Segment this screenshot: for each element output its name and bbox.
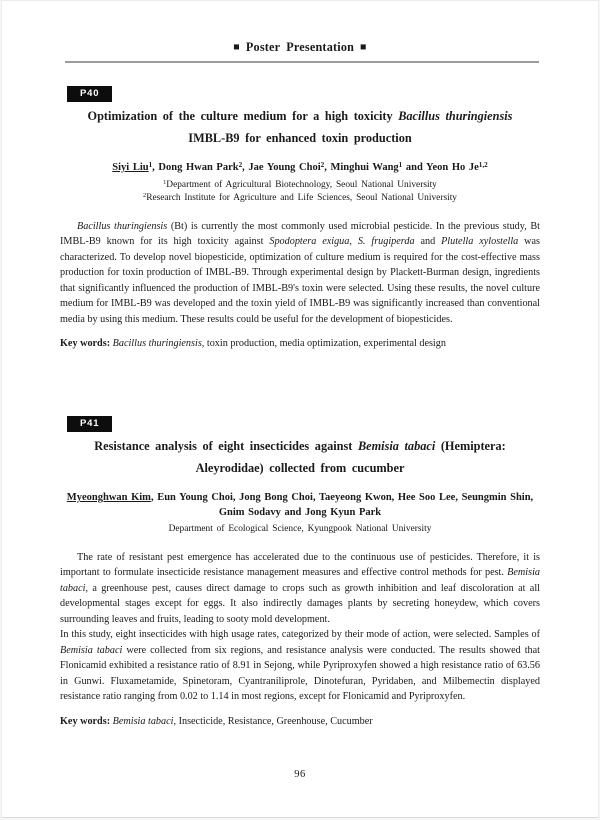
- header-title: Poster Presentation: [245, 40, 355, 54]
- body-paragraph: In this study, eight insecticides with high usage rates, categorized by their mode of action, were selected. Samples of Bemisia tabaci were collected from six regions, and resistance analysis were conducted. The results showed that Flonicamid exhibited a resistance ratio of 8.91 in Sejong, while Pyriproxyfen showed a high resistance ratio of 63.56 in Gunwi. Fluxametamide, Spinetoram, Cyantraniliprole, Dinotefuran, Pyridaben, and Milbemectin displayed resistance ratio ranging from 0.02 to 1.14 in most regions, except for Flonicamid and Pyriproxyfen.: [60, 629, 540, 702]
- abstract-section-p40: [60, 83, 540, 351]
- abstract-title: Optimization of the culture medium for a high toxicity Bacillus thuringiensis IMBL-B9 for enhanced toxin production: [87, 109, 513, 145]
- abstract-body: [60, 550, 540, 705]
- keywords-line: Key words: Bemisia tabaci, Insecticide, Resistance, Greenhouse, Cucumber: [60, 715, 373, 727]
- affiliations: [60, 179, 540, 206]
- abstract-number-badge: P41: [67, 416, 112, 432]
- running-header: [60, 40, 540, 55]
- body-paragraph: Bacillus thuringiensis (Bt) is currently the most commonly used microbial pesticide. In the previous study, Bt IMBL-B9 known for its high toxicity against Spodoptera exigua, S. frugiperda and Plutella xylostella was characterized. To develop novel biopesticide, optimization of culture medium is required for the cost-effective mass production for toxin production of IMBL-B9. Through experimental design by Plackett-Burman design, ingredients that significantly influenced the production of IMBL-B9's toxin were selected. Using these results, the novel culture medium for IMBL-B9 was developed and the toxin yield of IMBL-B9 was significantly increased than conventional media by using this medium. These results could be useful for the development of biopesticides.: [60, 220, 541, 325]
- affiliations: [60, 523, 540, 537]
- page-number: 96: [294, 769, 306, 780]
- body-paragraph: The rate of resistant pest emergence has accelerated due to the continuous use of pesticides. Therefore, it is important to formulate insecticide resistance management measures and effective control methods for pest. Bemisia tabaci, a greenhouse pest, causes direct damage to crops such as growth inhibition and leaf discoloration at all developmental stages except for eggs. It also indirectly damages plants by secreting honeydew, which covers surrounding leaves and fruits, leading to sooty mold development.: [60, 551, 540, 625]
- document-page: [1, 0, 599, 818]
- keywords-line: Key words: Bacillus thuringiensis, toxin production, media optimization, experimental design: [60, 338, 446, 349]
- header-rule: [65, 61, 539, 63]
- affiliation-line: Department of Ecological Science, Kyungpook National University: [168, 524, 432, 534]
- abstract-body: [60, 219, 540, 328]
- page-content: [2, 40, 598, 729]
- abstract-number-badge: P40: [67, 86, 112, 102]
- authors-line: Myeonghwan Kim, Eun Young Choi, Jong Bong Choi, Taeyeong Kwon, Hee Soo Lee, Seungmin Shin, Gnim Sodavy and Jong Kyun Park: [66, 492, 534, 518]
- affiliation-line: $^1$Department of Agricultural Biotechnology, Seoul National University: [163, 178, 437, 190]
- square-bullet-icon: ■: [360, 42, 367, 53]
- abstract-section-p41: [60, 413, 540, 729]
- square-bullet-icon: ■: [233, 42, 240, 53]
- affiliation-line: $^2$Research Institute for Agriculture and Life Sciences, Seoul National University: [143, 192, 457, 203]
- abstract-title: Resistance analysis of eight insecticides against Bemisia tabaci (Hemiptera: Aleyrodidae) collected from cucumber: [94, 439, 506, 475]
- authors-line: Siyi Liu$^1$, Dong Hwan Park$^2$, Jae Young Choi$^2$, Minghui Wang$^1$ and Yeon Ho Je$^{1,2}$: [112, 160, 488, 173]
